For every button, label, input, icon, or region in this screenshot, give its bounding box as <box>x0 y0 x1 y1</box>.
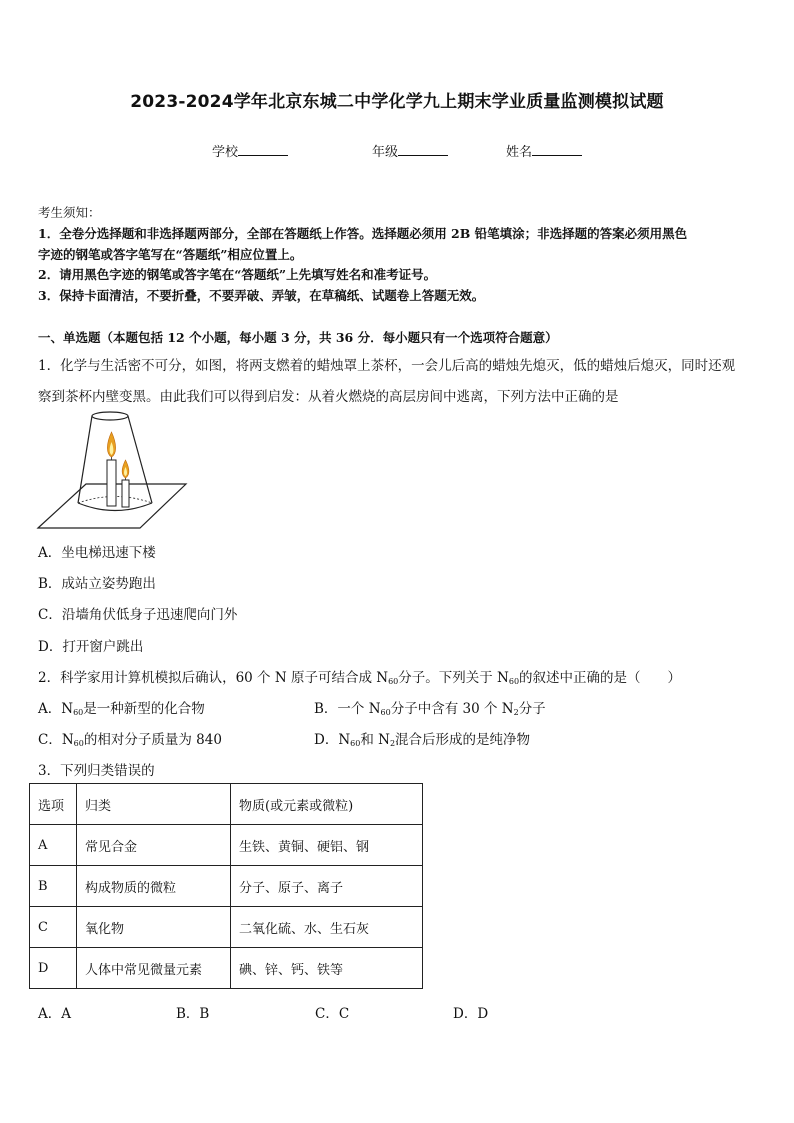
q2-subscript: 60 <box>388 677 399 686</box>
notice-item-2: 2．请用黑色字迹的钢笔或答字笔在“答题纸”上先填写姓名和准考证号。 <box>38 267 437 282</box>
table-cell: 常见合金 <box>77 825 231 866</box>
q2-subscript: 60 <box>73 708 84 717</box>
q1-option-a: A．坐电梯迅速下楼 <box>38 545 156 561</box>
candle-under-cup-illustration <box>36 410 188 532</box>
table-cell: 人体中常见微量元素 <box>77 948 231 989</box>
table-cell: B <box>30 866 77 907</box>
table-header-cell: 归类 <box>77 784 231 825</box>
q2-stem-part: 分子。下列关于 N <box>398 670 509 686</box>
q2-stem-part: 的叙述中正确的是（ ） <box>519 670 682 686</box>
school-field <box>212 141 288 160</box>
table-cell: 二氧化硫、水、生石灰 <box>231 907 423 948</box>
table-header-row <box>30 784 423 825</box>
q2-subscript: 60 <box>73 739 84 748</box>
q2-option-b <box>314 697 546 717</box>
q1-option-d: D．打开窗户跳出 <box>38 639 144 655</box>
table-cell: C <box>30 907 77 948</box>
table-cell: 生铁、黄铜、硬铝、钢 <box>231 825 423 866</box>
section-heading: 一、单选题（本题包括 12 个小题，每小题 3 分，共 36 分．每小题只有一个选项符合题意） <box>38 330 558 345</box>
table-header-cell: 物质(或元素或微粒) <box>231 784 423 825</box>
q2-stem-part: 2．科学家用计算机模拟后确认，60 个 N 原子可结合成 N <box>38 670 389 686</box>
q2-subscript: 60 <box>350 739 361 748</box>
name-blank <box>532 143 582 156</box>
table-cell: 构成物质的微粒 <box>77 866 231 907</box>
q2-subscript: 60 <box>508 677 520 686</box>
q3-option-a: A．A <box>38 1006 71 1022</box>
q2-option-b-part: B．一个 N <box>314 701 381 717</box>
q2-option-a <box>38 697 205 717</box>
q2-option-d-part: 和 N <box>360 732 390 748</box>
q1-option-c: C．沿墙角伏低身子迅速爬向门外 <box>38 607 238 623</box>
table-header-cell: 选项 <box>30 784 77 825</box>
table-row <box>30 948 423 989</box>
q2-option-a-part: 是一种新型的化合物 <box>83 701 205 717</box>
q2-option-b-part: 分子中含有 30 个 N <box>390 701 514 717</box>
table-cell: 氧化物 <box>77 907 231 948</box>
q2-option-a-part: A．N <box>38 701 74 717</box>
table-row <box>30 866 423 907</box>
school-blank <box>238 143 288 156</box>
q2-option-d-part: 混合后形成的是纯净物 <box>395 732 531 748</box>
classification-table <box>29 783 423 989</box>
q2-subscript: 60 <box>380 708 391 717</box>
q3-stem: 3．下列归类错误的 <box>38 763 155 779</box>
q2-option-d <box>314 728 530 748</box>
notice-item-1-line-2: 字迹的钢笔或答字笔写在“答题纸”相应位置上。 <box>38 247 303 262</box>
q2-option-d-part: D．N <box>314 732 351 748</box>
table-cell: A <box>30 825 77 866</box>
q1-stem-line-1: 1．化学与生活密不可分，如图，将两支燃着的蜡烛罩上茶杯，一会儿后高的蜡烛先熄灭，低的蜡烛后熄灭，同时还观 <box>38 358 736 374</box>
notice-item-1-line-1: 1．全卷分选择题和非选择题两部分，全部在答题纸上作答。选择题必须用 2B 铅笔填涂；非选择题的答案必须用黑色 <box>38 226 688 241</box>
name-label: 姓名 <box>506 145 533 160</box>
q3-option-d: D．D <box>453 1006 489 1022</box>
q2-option-c-part: 的相对分子质量为 840 <box>83 732 222 748</box>
grade-blank <box>398 143 448 156</box>
q3-option-b: B．B <box>176 1006 210 1022</box>
q2-option-c-part: C．N <box>38 732 74 748</box>
q2-subscript: 2 <box>389 739 396 748</box>
table-cell: D <box>30 948 77 989</box>
school-label: 学校 <box>212 145 239 160</box>
q2-subscript: 2 <box>513 708 519 717</box>
name-field <box>506 141 582 160</box>
q2-option-c <box>38 728 222 748</box>
notice-heading: 考生须知： <box>38 205 101 220</box>
q2-stem <box>38 666 681 686</box>
table-cell: 分子、原子、离子 <box>231 866 423 907</box>
page-title: 2023-2024学年北京东城二中学化学九上期末学业质量监测模拟试题 <box>130 92 664 112</box>
q3-option-c: C．C <box>315 1006 350 1022</box>
table-cell: 碘、锌、钙、铁等 <box>231 948 423 989</box>
q1-option-b: B．成站立姿势跑出 <box>38 576 156 592</box>
q1-stem-line-2: 察到茶杯内壁变黑。由此我们可以得到启发：从着火燃烧的高层房间中逃离，下列方法中正确的是 <box>38 389 619 405</box>
q2-option-b-part: 分子 <box>518 701 546 717</box>
notice-item-3: 3．保持卡面清洁，不要折叠，不要弄破、弄皱，在草稿纸、试题卷上答题无效。 <box>38 288 485 303</box>
grade-label: 年级 <box>372 145 399 160</box>
grade-field <box>372 141 448 160</box>
table-row <box>30 907 423 948</box>
table-row <box>30 825 423 866</box>
